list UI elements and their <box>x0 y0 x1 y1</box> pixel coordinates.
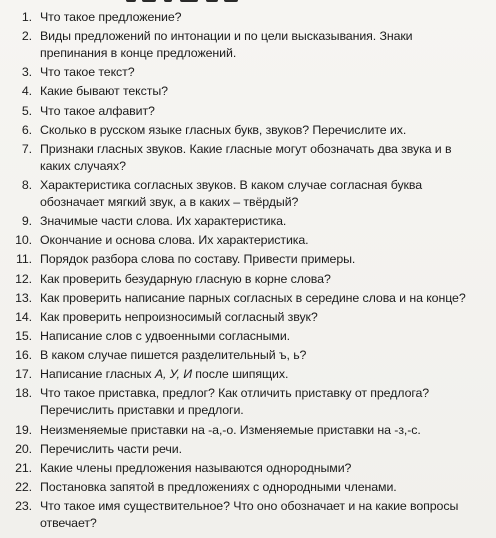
question-text: Признаки гласных звуков. Какие гласные могут обозначать два звука и в каких случаях? <box>40 141 452 173</box>
question-text: Что такое приставка, предлог? Как отличить приставку от предлога? Перечислить приставки и предлоги. <box>40 386 430 418</box>
question-item <box>0 460 496 477</box>
question-number: 10. <box>15 233 32 248</box>
question-item <box>0 441 496 458</box>
question-text: Перечислить части речи. <box>40 441 182 456</box>
question-number: 8. <box>21 177 32 192</box>
question-text: Виды предложений по интонации и по цели высказывания. Знаки препинания в конце предложений. <box>40 29 413 61</box>
question-number: 3. <box>21 65 32 80</box>
question-number: 16. <box>15 348 32 363</box>
question-item <box>0 251 496 268</box>
question-number: 14. <box>15 309 32 324</box>
question-number: 19. <box>15 422 32 437</box>
question-item <box>0 213 496 230</box>
question-text-italic-letters: А, У, И <box>154 367 192 382</box>
question-text: Что такое текст? <box>40 65 135 80</box>
question-text: Как проверить непроизносимый согласный звук? <box>40 309 318 324</box>
question-item <box>0 347 496 364</box>
question-text: Какие члены предложения называются однородными? <box>40 460 352 475</box>
question-item <box>0 103 496 120</box>
question-item <box>0 479 496 496</box>
question-text: Окончание и основа слова. Их характеристика. <box>40 233 309 248</box>
question-text-end: после шипящих. <box>191 367 289 382</box>
question-text: Порядок разбора слова по составу. Привести примеры. <box>40 252 356 267</box>
question-number: 11. <box>15 252 32 267</box>
question-text: Что такое предложение? <box>40 10 182 24</box>
question-number: 22. <box>15 479 32 494</box>
question-item <box>0 122 496 139</box>
question-text: Сколько в русском языке гласных букв, звуков? Перечислите их. <box>40 122 407 137</box>
question-list <box>0 9 496 534</box>
question-item <box>0 28 496 62</box>
question-text: Какие бывают тексты? <box>40 84 168 99</box>
question-number: 13. <box>15 290 32 305</box>
question-text: В каком случае пишется разделительный ъ, ь? <box>40 348 307 363</box>
question-number: 1. <box>21 10 32 24</box>
question-text: Как проверить безударную гласную в корне слова? <box>40 271 331 286</box>
question-number: 18. <box>15 386 32 401</box>
question-item <box>0 498 496 532</box>
question-item <box>0 177 496 211</box>
question-item <box>0 64 496 81</box>
cut-off-heading-fragment <box>122 0 242 4</box>
question-number: 2. <box>21 29 32 44</box>
question-item <box>0 328 496 345</box>
question-item <box>0 83 496 100</box>
question-text: Характеристика согласных звуков. В каком случае согласная буква обозначает мягкий звук, а в каких – твёрдый? <box>40 177 422 209</box>
question-item <box>0 9 496 26</box>
question-item <box>0 385 496 419</box>
question-number: 17. <box>15 367 32 382</box>
question-number: 21. <box>15 460 32 475</box>
question-text: Написание слов с удвоенными согласными. <box>40 328 291 343</box>
question-number: 4. <box>21 84 32 99</box>
question-number: 6. <box>21 122 32 137</box>
question-item <box>0 366 496 383</box>
question-number: 9. <box>21 214 32 229</box>
question-number: 15. <box>15 328 32 343</box>
question-item <box>0 141 496 175</box>
question-text: Постановка запятой в предложениях с однородными членами. <box>40 479 397 494</box>
question-number: 20. <box>15 441 32 456</box>
question-text: Что такое алфавит? <box>40 103 155 118</box>
question-number: 12. <box>15 271 32 286</box>
question-item <box>0 290 496 307</box>
question-text: Что такое имя существительное? Что оно обозначает и на какие вопросы отвечает? <box>40 499 459 531</box>
question-number: 5. <box>21 103 32 118</box>
question-item <box>0 232 496 249</box>
question-item <box>0 271 496 288</box>
question-item <box>0 309 496 326</box>
question-text: Значимые части слова. Их характеристика. <box>40 214 287 229</box>
question-text: Неизменяемые приставки на -а,-о. Изменяемые приставки на -з,-с. <box>40 422 421 437</box>
question-text: Как проверить написание парных согласных в середине слова и на конце? <box>40 290 466 305</box>
question-item <box>0 422 496 439</box>
question-number: 7. <box>21 141 32 156</box>
question-text-start: Написание гласных <box>40 367 155 382</box>
question-number: 23. <box>15 499 32 514</box>
